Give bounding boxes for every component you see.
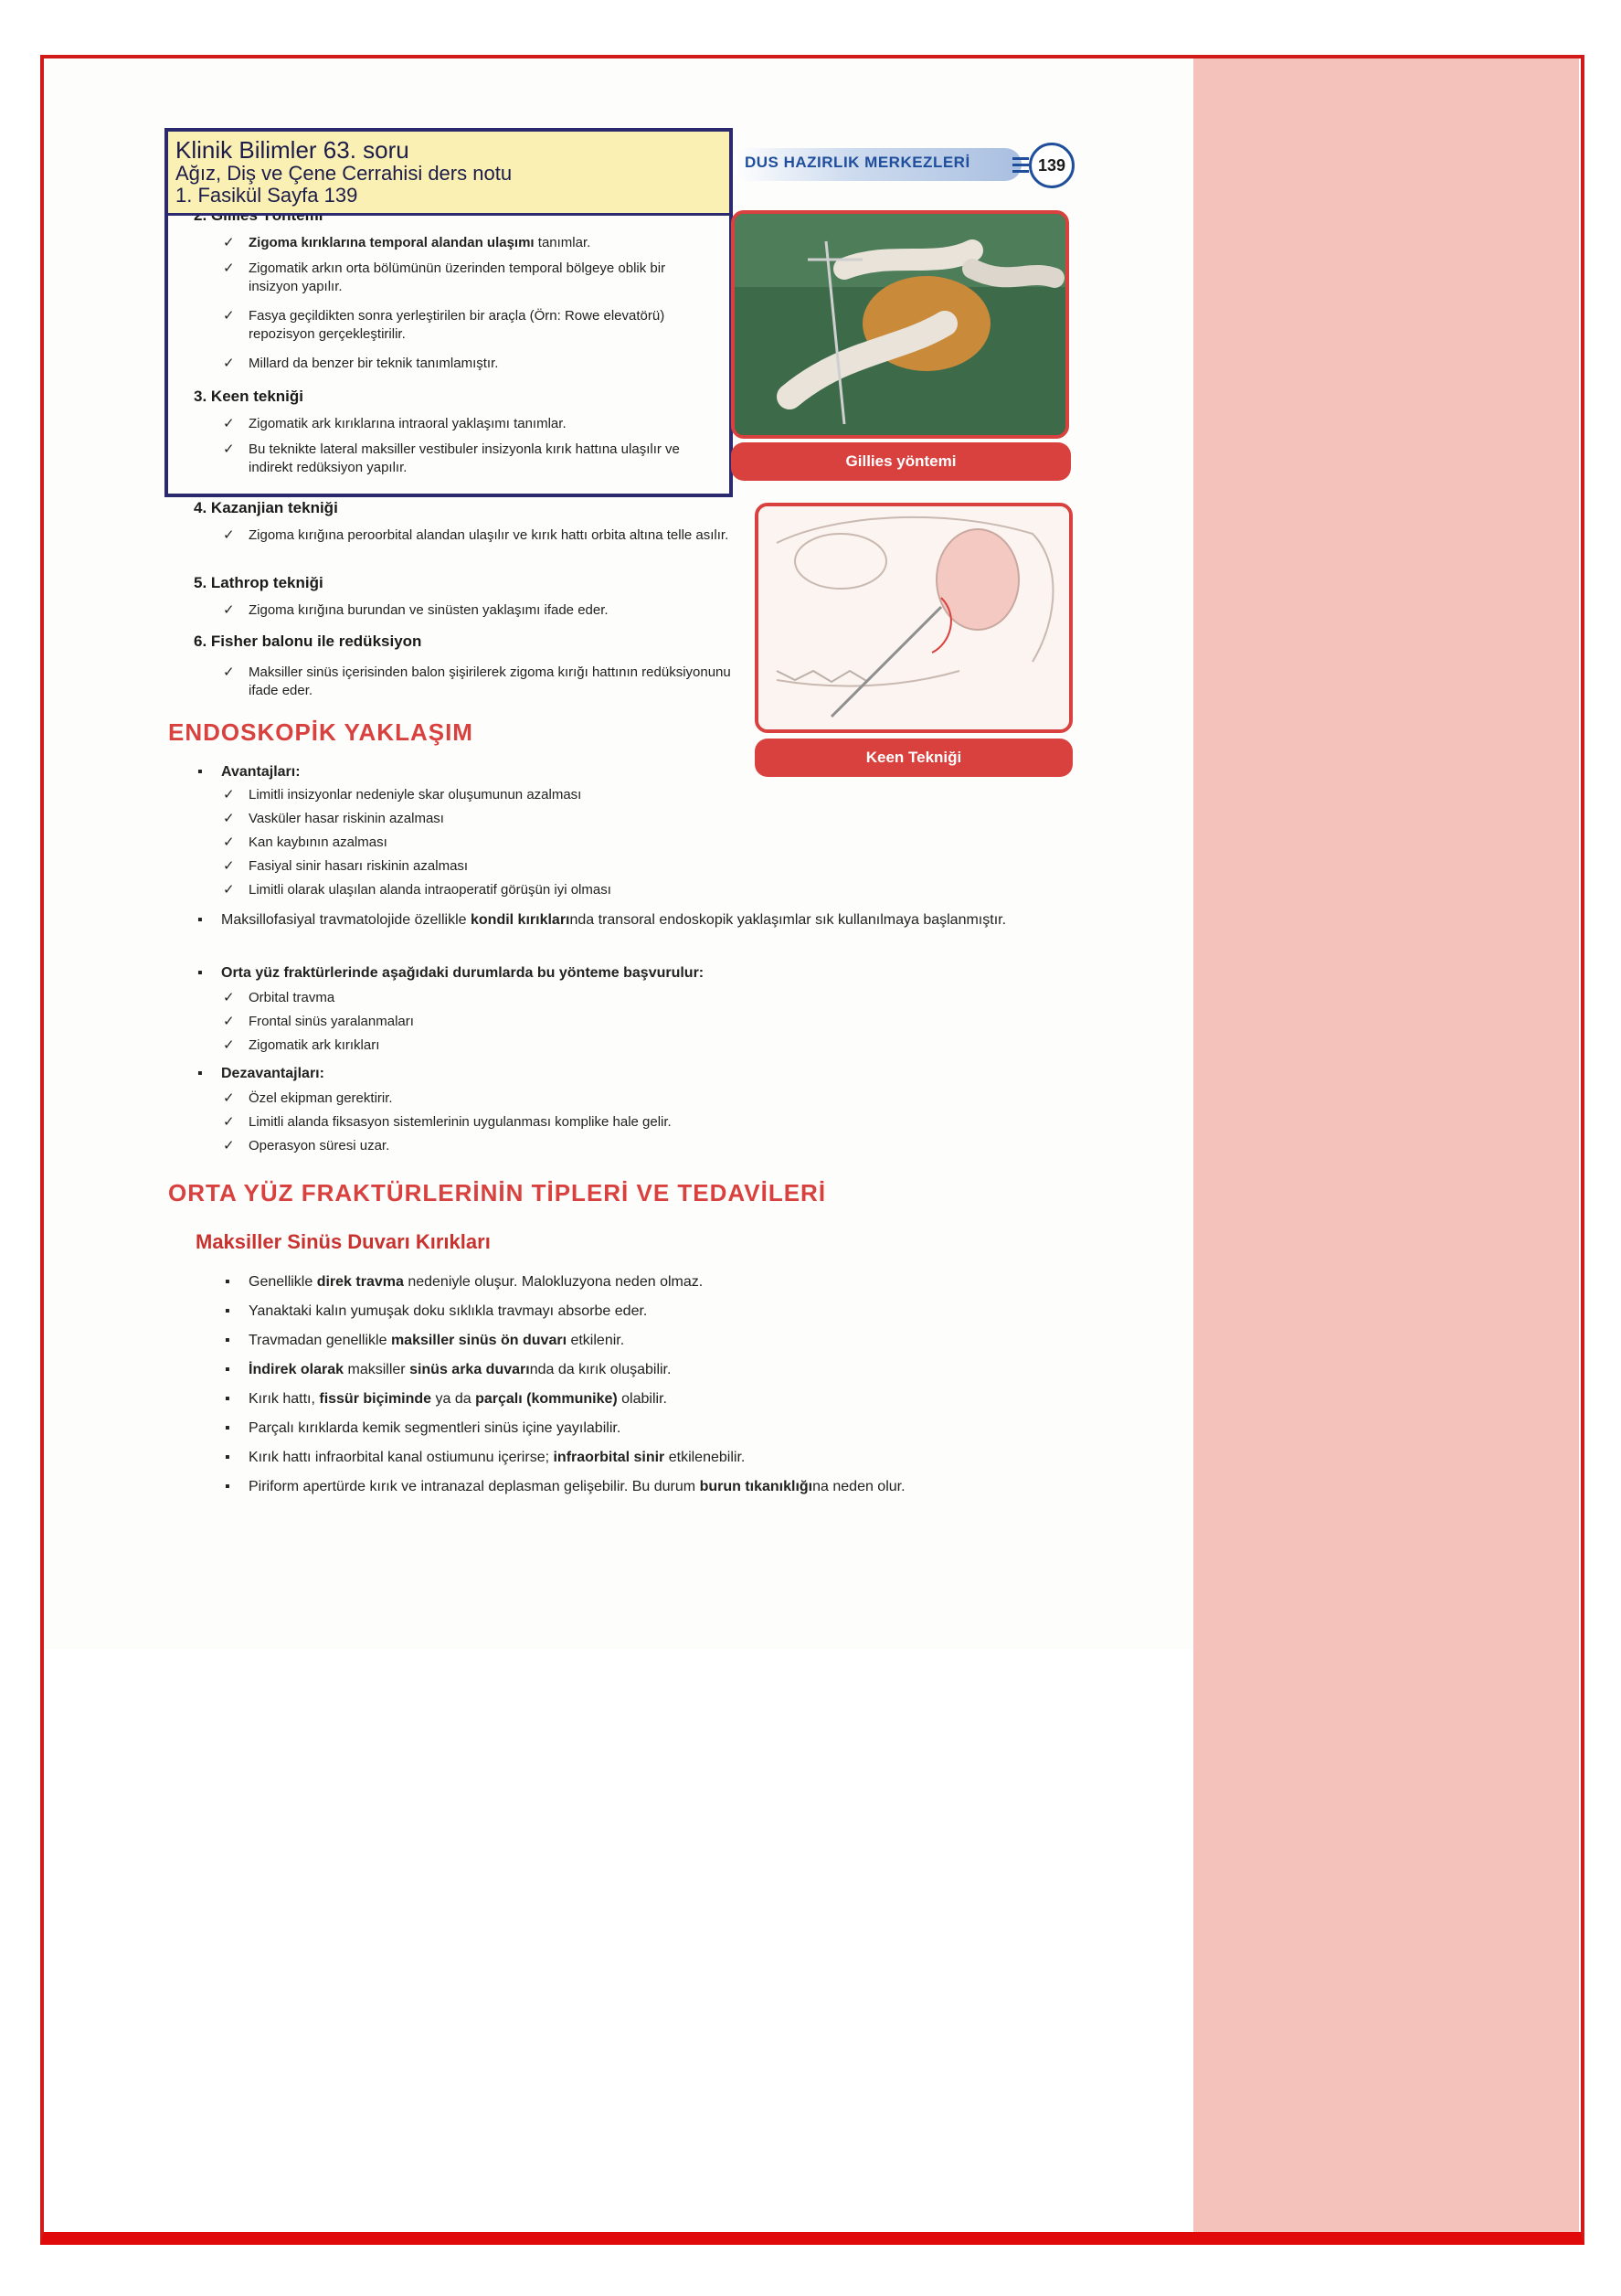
bullet-icon: ▪ [225,1274,230,1290]
bullet-icon: ▪ [197,764,203,780]
bullet-icon: ▪ [225,1479,230,1494]
skull-drawing [758,506,1069,729]
list-item: ▪ Maksillofasiyal travmatolojide özellikle kondil kırıklarında transoral endoskopik yaklaşımlar sık kullanılmaya başlanmıştır. [221,910,1071,930]
check-icon: ✓ [223,441,235,457]
header-brand: DUS HAZIRLIK MERKEZLERİ [745,154,970,171]
check-icon: ✓ [223,416,235,431]
check-icon: ✓ [223,356,235,371]
list-item: ✓ Orbital travma [223,990,335,1005]
check-icon: ✓ [223,527,235,543]
check-icon: ✓ [223,664,235,680]
subsection-title: Maksiller Sinüs Duvarı Kırıkları [196,1230,491,1253]
bullet-icon: ▪ [225,1450,230,1465]
bullet-icon: ▪ [225,1303,230,1319]
list-item: ✓ Limitli alanda fiksasyon sistemlerinin uygulanması komplike hale gelir. [223,1114,672,1130]
list-item: ✓ Maksiller sinüs içerisinden balon şişirilerek zigoma kırığı hattının redüksiyonunu ifade eder. [223,664,731,698]
check-icon: ✓ [223,787,235,803]
list-item: ▪ Parçalı kırıklarda kemik segmentleri sinüs içine yayılabilir. [249,1419,620,1439]
side-panel [1193,58,1579,2232]
technique-title: 4. Kazanjian tekniği [194,499,338,516]
check-icon: ✓ [223,990,235,1005]
list-item: ✓ Limitli insizyonlar nedeniyle skar oluşumunun azalması [223,787,582,803]
annotation-header [168,132,729,216]
photo-caption: Gillies yöntemi [731,442,1071,481]
check-icon: ✓ [223,834,235,850]
annotation-line-1: Klinik Bilimler 63. soru [175,136,409,164]
list-item: ✓ Zigomatik arkın orta bölümünün üzerinden temporal bölgeye oblik bir insizyon yapılır. [223,260,666,294]
list-item: ✓ Millard da benzer bir teknik tanımlamıştır. [223,356,499,371]
bullet-icon: ▪ [197,965,203,981]
bullet-icon: ▪ [197,912,203,928]
bullet-icon: ▪ [197,1066,203,1081]
bullet-icon: ▪ [225,1391,230,1407]
check-icon: ✓ [223,1037,235,1053]
section-title-endoscopic: ENDOSKOPİK YAKLAŞIM [168,718,473,746]
check-icon: ✓ [223,308,235,324]
check-icon: ✓ [223,1090,235,1106]
list-item: ✓ Özel ekipman gerektirir. [223,1090,393,1106]
list-item: ✓ Frontal sinüs yaralanmaları [223,1014,414,1029]
list-item: ▪ Travmadan genellikle maksiller sinüs ön duvarı etkilenir. [249,1331,624,1351]
list-item: ✓ Limitli olarak ulaşılan alanda intraoperatif görüşün iyi olması [223,882,611,898]
list-item: ▪ Genellikle direk travma nedeniyle oluşur. Malokluzyona neden olmaz. [249,1272,703,1292]
annotation-line-3: 1. Fasikül Sayfa 139 [175,184,358,207]
check-icon: ✓ [223,235,235,250]
check-icon: ✓ [223,811,235,826]
bullet-icon: ▪ [225,1333,230,1348]
list-item: ▪ Orta yüz fraktürlerinde aşağıdaki durumlarda bu yönteme başvurulur: [221,963,704,983]
check-icon: ✓ [223,260,235,276]
list-item: ✓ Zigoma kırığına burundan ve sinüsten yaklaşımı ifade eder. [223,602,609,618]
check-icon: ✓ [223,1138,235,1153]
keen-technique-drawing [755,503,1073,733]
list-item: ✓ Fasya geçildikten sonra yerleştirilen bir araçla (Örn: Rowe elevatörü) repozisyon gerçekleştirilir. [223,308,665,342]
technique-title: 5. Lathrop tekniği [194,574,323,591]
check-icon: ✓ [223,882,235,898]
list-item: ▪ Avantajları: [221,762,301,782]
list-item: ✓ Zigomatik ark kırıkları [223,1037,380,1053]
list-item: ▪ Yanaktaki kalın yumuşak doku sıklıkla travmayı absorbe eder. [249,1302,647,1322]
list-item: ✓ Vasküler hasar riskinin azalması [223,811,444,826]
check-icon: ✓ [223,1114,235,1130]
page-number: 139 [1029,143,1075,188]
check-icon: ✓ [223,602,235,618]
list-item: ✓ Fasiyal sinir hasarı riskinin azalması [223,858,469,874]
bullet-icon: ▪ [225,1420,230,1436]
list-item: ✓ Zigoma kırıklarına temporal alandan ulaşımı tanımlar. [223,235,591,250]
list-item: ✓ Zigoma kırığına peroorbital alandan ulaşılır ve kırık hattı orbita altına telle asılır. [223,527,729,543]
list-item: ▪ Kırık hattı, fissür biçiminde ya da parçalı (kommunike) olabilir. [249,1389,667,1409]
list-item: ✓ Operasyon süresi uzar. [223,1138,390,1153]
annotation-line-2: Ağız, Diş ve Çene Cerrahisi ders notu [175,162,513,185]
list-item: ✓ Kan kaybının azalması [223,834,387,850]
section-title-midface: ORTA YÜZ FRAKTÜRLERİNİN TİPLERİ VE TEDAVİLERİ [168,1179,827,1206]
list-item: ✓ Zigomatik ark kırıklarına intraoral yaklaşımı tanımlar. [223,416,567,431]
menu-lines-icon [1012,157,1029,176]
list-item: ▪ İndirek olarak maksiller sinüs arka duvarında da kırık oluşabilir. [249,1360,671,1380]
list-item: ✓ Bu teknikte lateral maksiller vestibuler insizyonla kırık hattına ulaşılır ve indirekt redüksiyon yapılır. [223,441,680,475]
bullet-icon: ▪ [225,1362,230,1377]
check-icon: ✓ [223,1014,235,1029]
technique-title: 3. Keen tekniği [194,388,304,405]
drawing-caption: Keen Tekniği [755,739,1073,777]
list-item: ▪ Piriform apertürde kırık ve intranazal deplasman gelişebilir. Bu durum burun tıkanıklığına neden olur. [249,1477,906,1497]
list-item: ▪ Dezavantajları: [221,1064,324,1084]
annotation-box [164,128,733,497]
list-item: ▪ Kırık hattı infraorbital kanal ostiumunu içerirse; infraorbital sinir etkilenebilir. [249,1448,745,1468]
surgery-photo [731,210,1069,439]
surgery-photo-illustration [735,214,1065,435]
check-icon: ✓ [223,858,235,874]
technique-title: 6. Fisher balonu ile redüksiyon [194,632,422,650]
